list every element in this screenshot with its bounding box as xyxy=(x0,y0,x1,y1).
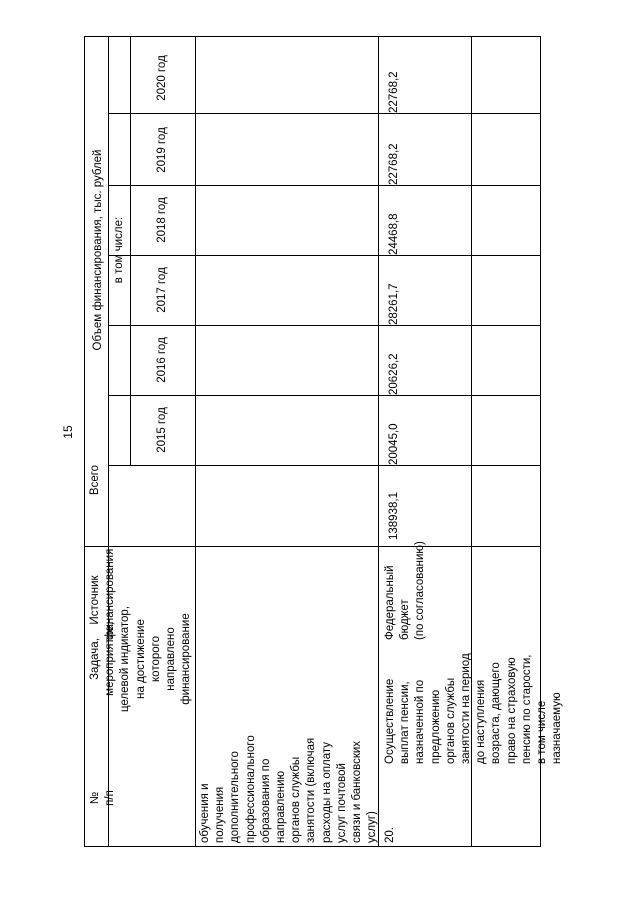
header-year-2015: 2015 год xyxy=(156,407,168,453)
row-1-task-text: обучения и получения дополнительного профессионального образования по направлению органов службы занятости (включая расходы на оплату услуг почтовой связи и банковских услуг) xyxy=(199,735,379,843)
row-2-2019: 22768,2 xyxy=(388,143,400,185)
page-number: 15 xyxy=(61,425,75,439)
row-2-2015: 20045,0 xyxy=(388,423,400,465)
row-2-num-text: 20. xyxy=(384,827,396,843)
table-outer-bottom xyxy=(84,846,541,847)
row-2-2016: 20626,2 xyxy=(388,353,400,395)
header-year-2017: 2017 год xyxy=(156,267,168,313)
header-source-label: Источник финансирования xyxy=(89,548,117,640)
row-2-source-text: Федеральный бюджет (по согласованию) xyxy=(384,541,427,640)
row-2-task-text: Осуществление выплат пенсии, назначенной по предложению органов службы занятости на период до наступления возраста, дающего право на страховую пенсию по старости, в том числе назначаемую xyxy=(384,653,564,764)
header-year-2019: 2019 год xyxy=(156,127,168,173)
header-year-2016: 2016 год xyxy=(156,337,168,383)
row-2-2017: 28261,7 xyxy=(388,283,400,325)
header-year-2018: 2018 год xyxy=(156,197,168,243)
header-total-label: Всего xyxy=(89,464,101,496)
header-including-label: в том числе: xyxy=(113,216,125,284)
header-year-2020: 2020 год xyxy=(156,55,168,101)
row-2-2018: 24468,8 xyxy=(388,213,400,255)
header-task-label: Задача, мероприятие, целевой индикатор, на достижение которого направлено финансирование xyxy=(89,605,193,713)
header-num-label: № п/п xyxy=(89,790,117,806)
header-volume-label: Объем финансирования, тыс. рублей xyxy=(92,149,104,351)
table-outer-left xyxy=(84,36,85,847)
row-2-total: 138938,1 xyxy=(388,492,400,540)
row-2-2020: 22768,2 xyxy=(388,71,400,113)
